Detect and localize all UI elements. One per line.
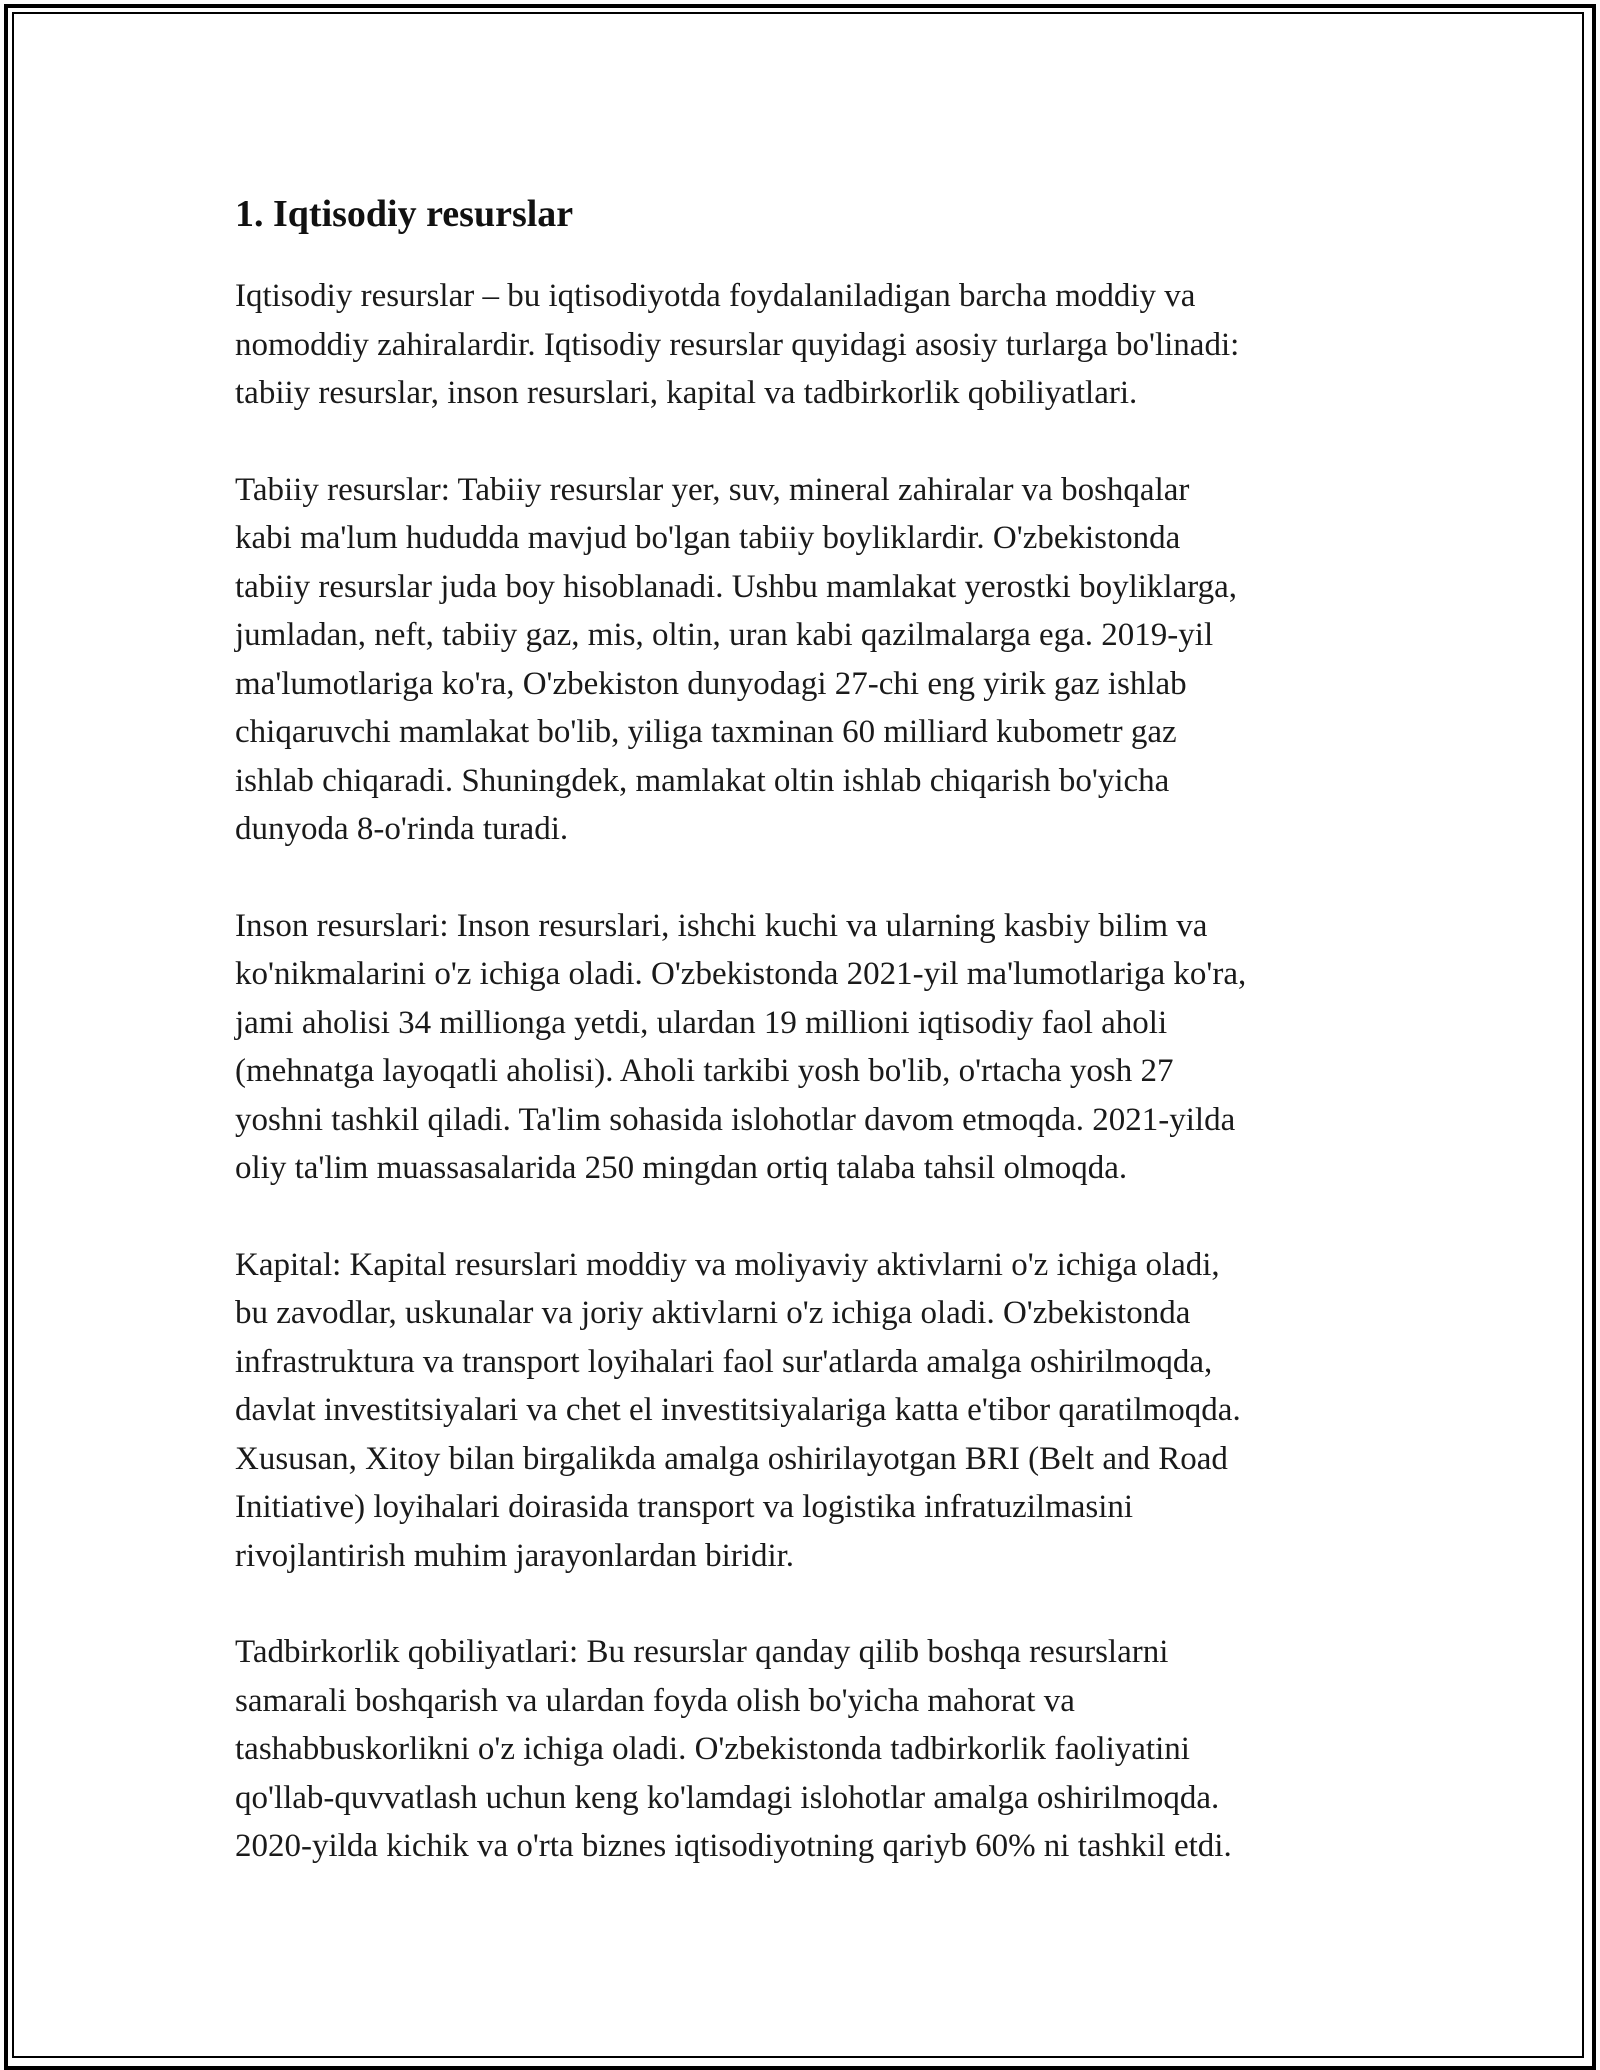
document-body	[235, 186, 1385, 1919]
paragraph-intro: Iqtisodiy resurslar – bu iqtisodiyotda foydalaniladigan barcha moddiy va nomoddiy zahiralardir. Iqtisodiy resurslar quyidagi asosiy turlarga bo'linadi: tabiiy resurslar, inson resurslari, kapital va tadbirkorlik qobiliyatlari.	[235, 278, 1240, 411]
paragraph-entrepreneurship: Tadbirkorlik qobiliyatlari: Bu resurslar qanday qilib boshqa resurslarni samarali boshqarish va ulardan foyda olish bo'yicha mahorat va tashabbuskorlikni o'z ichiga oladi. O'zbekistonda tadbirkorlik faoliyatini qo'llab-quvvatlash uchun keng ko'lamdagi islohotlar amalga oshirilmoqda. 2020-yilda kichik va o'rta biznes iqtisodiyotning qariyb 60% ni tashkil etdi.	[235, 1634, 1232, 1864]
paragraph-human-resources: Inson resurslari: Inson resurslari, ishchi kuchi va ularning kasbiy bilim va ko'nikmalarini o'z ichiga oladi. O'zbekistonda 2021-yil ma'lumotlariga ko'ra, jami aholisi 34 millionga yetdi, ulardan 19 millioni iqtisodiy faol aholi (mehnatga layoqatli aholisi). Aholi tarkibi yosh bo'lib, o'rtacha yosh 27 yoshni tashkil qiladi. Ta'lim sohasida islohotlar davom etmoqda. 2021-yilda oliy ta'lim muassasalarida 250 mingdan ortiq talaba tahsil olmoqda.	[235, 907, 1247, 1186]
paragraph-capital: Kapital: Kapital resurslari moddiy va moliyaviy aktivlarni o'z ichiga oladi, bu zavodlar, uskunalar va joriy aktivlarni o'z ichiga oladi. O'zbekistonda infrastruktura va transport loyihalari faol sur'atlarda amalga oshirilmoqda, davlat investitsiyalari va chet el investitsiyalariga katta e'tibor qaratilmoqda. Xususan, Xitoy bilan birgalikda amalga oshirilayotgan BRI (Belt and Road Initiative) loyihalari doirasida transport va logistika infratuzilmasini rivojlantirish muhim jarayonlardan biridir.	[235, 1246, 1241, 1574]
section-heading: 1. Iqtisodiy resurslar	[235, 193, 574, 235]
paragraph-natural-resources: Tabiiy resurslar: Tabiiy resurslar yer, suv, mineral zahiralar va boshqalar kabi ma'lum hududda mavjud bo'lgan tabiiy boyliklardir. O'zbekistonda tabiiy resurslar juda boy hisoblanadi. Ushbu mamlakat yerostki boyliklarga, jumladan, neft, tabiiy gaz, mis, oltin, uran kabi qazilmalarga ega. 2019-yil ma'lumotlariga ko'ra, O'zbekiston dunyodagi 27-chi eng yirik gaz ishlab chiqaruvchi mamlakat bo'lib, yiliga taxminan 60 milliard kubometr gaz ishlab chiqaradi. Shuningdek, mamlakat oltin ishlab chiqarish bo'yicha dunyoda 8-o'rinda turadi.	[235, 471, 1238, 847]
